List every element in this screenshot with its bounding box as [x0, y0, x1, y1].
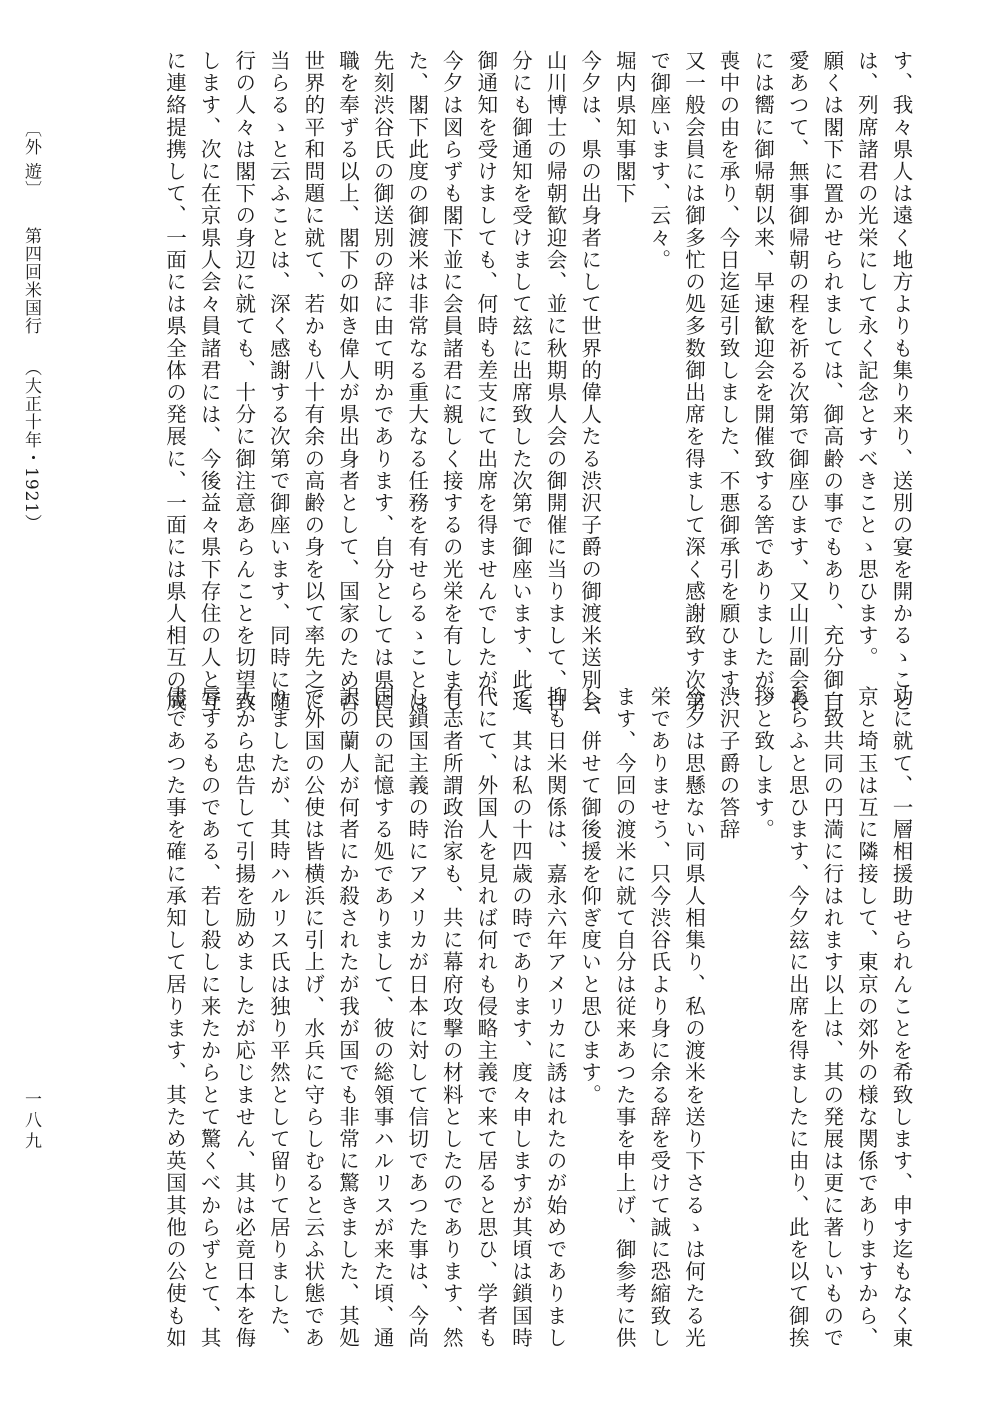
text-column: 今夕は図らずも閣下並に会員諸君に親しく接するの光栄を有しまし [439, 50, 464, 713]
text-column: あらふと思ひます、今夕玆に出席を得ましたに由り、此を以て御挨 [785, 686, 810, 1349]
header-title: 第四回米国行 [21, 226, 41, 335]
text-column: た、閣下此度の御渡米は非常なる重大なる任務を有せらるゝことは [404, 50, 429, 713]
text-column: 職を奉ずる以上、閣下の如き偉人が県出身者として、国家のため否 [335, 50, 360, 713]
text-column: に連絡提携して、一面には県全体の発展に、一面には県人相互の成 [162, 50, 187, 713]
text-column: 国民の記憶する処でありまして、彼の総領事ハルリスが来た頃、通 [370, 686, 395, 1349]
text-column: 儘であつた事を確に承知して居ります、其ため英国其他の公使も如 [162, 686, 187, 1349]
text-column: 今夕は思懸ない同県人相集り、私の渡米を送り下さるゝは何たる光 [681, 686, 706, 1349]
text-column: 山川博士の帰朝歓迎会、並に秋期県人会の御開催に当りまして、自 [543, 50, 568, 713]
header-category: 〔外 遊〕 [21, 120, 41, 199]
text-column: 有志者所謂政治家も、共に幕府攻撃の材料としたのであります、然 [439, 686, 464, 1349]
text-column: 御通知を受けましても、何時も差支にて出席を得ませんでしたが、 [473, 50, 498, 713]
lower-text-block [157, 686, 918, 1349]
page-number: 一八九 [21, 1090, 41, 1153]
text-column: 代にて、外国人を見れば何れも侵略主義で来て居ると思ひ、学者も [473, 686, 498, 1349]
running-header [20, 120, 42, 700]
text-column: 京と埼玉は互に隣接して、東京の郊外の様な関係でありますから、 [854, 686, 879, 1349]
header-date: （大正十年・1921） [21, 359, 41, 533]
text-column: し鎖国主義の時にアメリカが日本に対して信切であつた事は、今尚 [404, 686, 429, 1349]
text-column: 愛あつて、無事御帰朝の程を祈る次第で御座ひます、又山川副会長 [785, 50, 810, 713]
text-column: りましたが、其時ハルリス氏は独り平然として留りて居りました、 [266, 686, 291, 1349]
text-column: 人から忠告して引揚を励めましたが応じません、其は必竟日本を侮 [231, 686, 256, 1349]
section-heading: 堀内県知事閣下 [612, 50, 637, 205]
text-column: 又一般会員には御多忙の処多数御出席を得まして深く感謝致す次第 [681, 50, 706, 713]
text-column: 一致共同の円満に行はれます以上は、其の発展は更に著しいもので [819, 686, 844, 1349]
text-column: は、列席諸君の光栄にして永く記念とすべきことゝ思ひます。 [854, 50, 879, 669]
text-column: します、次に在京県人会々員諸君には、今後益々県下存住の人と互 [197, 50, 222, 713]
text-column: 分にも御通知を受けまして玆に出席致した次第で御座います、此迄 [508, 50, 533, 713]
text-column: 先刻渋谷氏の御送別の辞に由て明かであります、自分としては県に [370, 50, 395, 713]
text-column: で外国の公使は皆横浜に引上げ、水兵に守らしむると云ふ状態であ [300, 686, 325, 1349]
text-column: 今夕は、県の出身者にして世界的偉人たる渋沢子爵の御渡米送別会 [577, 50, 602, 713]
text-column: 行の人々は閣下の身辺に就ても、十分に御注意あらんことを切望致 [231, 50, 256, 713]
text-column: で御座います、云々。 [646, 50, 671, 271]
text-column: 功に就て、一層相援助せられんことを希致します、申す迄もなく東 [889, 686, 913, 1349]
text-column: 拶と致します。 [750, 686, 775, 841]
text-column: 願くは閣下に置かせられましては、御高齢の事でもあり、充分御自 [819, 50, 844, 713]
section-heading: 渋沢子爵の答辞 [716, 686, 741, 841]
text-column: ます、今回の渡米に就て自分は従来あつた事を申上げ、御参考に供 [612, 686, 637, 1349]
text-column: し、併せて御後援を仰ぎ度いと思ひます。 [577, 686, 602, 1106]
upper-text-block [157, 50, 918, 713]
text-column: 喪中の由を承り、今日迄延引致しました、不悪御承引を願ひます、 [716, 50, 741, 713]
text-column: には嚮に御帰朝以来、早速歓迎会を開催致する筈でありましたが、 [750, 50, 775, 713]
text-column: て、其は私の十四歳の時であります、度々申しますが其頃は鎖国時 [508, 686, 533, 1349]
text-column: 当らるゝと云ふことは、深く感謝する次第で御座います、同時に随 [266, 50, 291, 713]
text-column: 訳の蘭人が何者にか殺されたが我が国でも非常に驚きました、其処 [335, 686, 360, 1349]
text-column: 抑も日米関係は、嘉永六年アメリカに誘はれたのが始めでありまし [543, 686, 568, 1349]
text-column: す、我々県人は遠く地方よりも集り来り、送別の宴を開かるゝこと [889, 50, 913, 713]
text-column: 世界的平和問題に就て、若かも八十有余の高齢の身を以て率先之に [300, 50, 325, 713]
text-column: 辱するものである、若し殺しに来たからとて驚くべからずとて、其 [197, 686, 222, 1349]
text-column: 栄でありませう、只今渋谷氏より身に余る辞を受けて誠に恐縮致し [646, 686, 671, 1349]
